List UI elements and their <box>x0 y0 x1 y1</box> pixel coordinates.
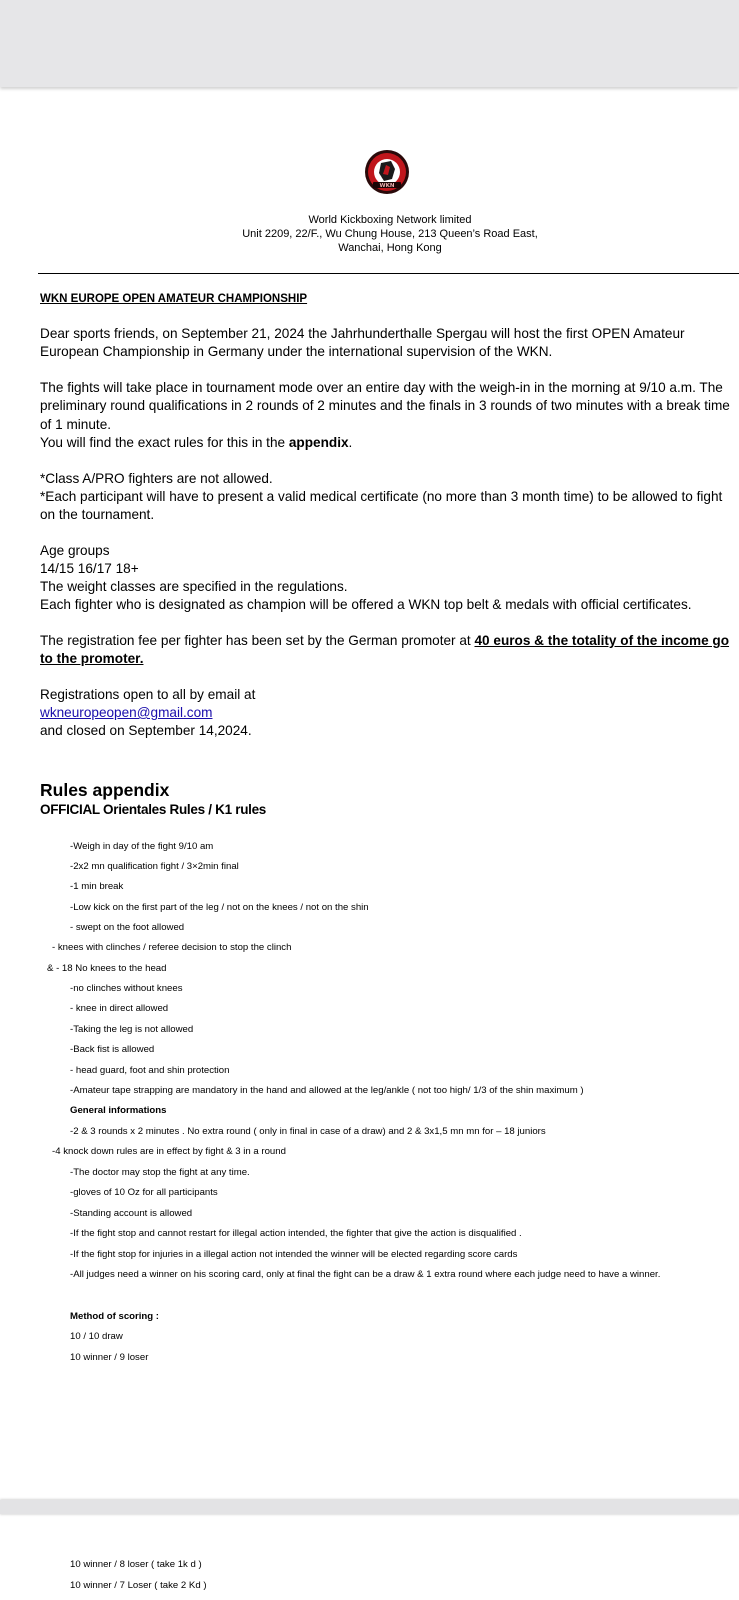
rules-subheading: OFFICIAL Orientales Rules / K1 rules <box>40 802 267 817</box>
fee-paragraph: The registration fee per fighter has been set by the German promoter at 40 euros & the totality of the income go to the promoter. <box>40 633 730 667</box>
rule-item: -Taking the leg is not allowed <box>70 1024 194 1035</box>
top-toolbar-area <box>0 0 739 87</box>
rule-item: -Standing account is allowed <box>70 1208 193 1219</box>
weight-note: The weight classes are specified in the regulations. <box>40 579 348 594</box>
rule-item: -4 knock down rules are in effect by fight & 3 in a round <box>52 1146 286 1157</box>
rule-item: -1 min break <box>70 881 124 892</box>
format-paragraph: The fights will take place in tournament mode over an entire day with the weigh-in in the morning at 9/10 a.m. The preliminary round qualifications in 2 rounds of 2 minutes and the finals in 3 rounds of two minutes with a break time of 1 minute. <box>40 380 730 432</box>
document-title: WKN EUROPE OPEN AMATEUR CHAMPIONSHIP <box>40 293 308 305</box>
general-info-heading: General informations <box>70 1105 167 1116</box>
age-groups-values: 14/15 16/17 18+ <box>40 561 139 576</box>
wkn-logo-icon <box>364 149 410 195</box>
rule-item: -If the fight stop for injuries in a illegal action not intended the winner will be elected regarding score cards <box>70 1249 518 1260</box>
rule-item: -no clinches without knees <box>70 983 183 994</box>
email-link[interactable]: wkneuropeopen@gmail.com <box>40 705 213 720</box>
registration-close: and closed on September 14,2024. <box>40 723 252 738</box>
age-groups-heading: Age groups <box>40 543 110 558</box>
rule-item: -2 & 3 rounds x 2 minutes . No extra round ( only in final in case of a draw) and 2 & 3x1,5 mn mn for – 18 juniors <box>70 1126 546 1137</box>
rule-item: -Back fist is allowed <box>70 1044 155 1055</box>
rule-item: -2x2 mn qualification fight / 3×2min final <box>70 861 239 872</box>
note-item: *Class A/PRO fighters are not allowed. <box>40 471 273 486</box>
rule-item: - head guard, foot and shin protection <box>70 1065 230 1076</box>
rules-heading: Rules appendix <box>40 780 170 800</box>
rule-item: -The doctor may stop the fight at any time. <box>70 1167 250 1178</box>
rule-item: - swept on the foot allowed <box>70 922 185 933</box>
scoring-item: 10 winner / 9 loser <box>70 1352 149 1363</box>
rule-item: -If the fight stop and cannot restart for illegal action intended, the fighter that give the action is disqualified . <box>70 1228 522 1239</box>
scoring-item: 10 winner / 8 loser ( take 1k d ) <box>70 1559 202 1570</box>
registration-email[interactable] <box>40 704 739 722</box>
scoring-heading: Method of scoring : <box>70 1311 159 1322</box>
rule-item: -Amateur tape strapping are mandatory in the hand and allowed at the leg/ankle ( not too high/ 1/3 of the shin maximum ) <box>70 1085 584 1096</box>
rule-item: -Low kick on the first part of the leg / not on the knees / not on the shin <box>70 902 369 913</box>
rule-item: - knee in direct allowed <box>70 1003 169 1014</box>
letterhead <box>180 213 600 255</box>
scoring-item: 10 / 10 draw <box>70 1331 123 1342</box>
address-line: Unit 2209, 22/F., Wu Chung House, 213 Queen’s Road East, <box>242 228 538 240</box>
note-item: *Each participant will have to present a valid medical certificate (no more than 3 month time) to be allowed to fight on the tournament. <box>40 489 723 523</box>
rule-item: - knees with clinches / referee decision to stop the clinch <box>52 942 292 953</box>
org-name: World Kickboxing Network limited <box>308 214 472 226</box>
rule-item: -gloves of 10 Oz for all participants <box>70 1187 218 1198</box>
scoring-item: 10 winner / 7 Loser ( take 2 Kd ) <box>70 1580 207 1591</box>
appendix-line: You will find the exact rules for this in the appendix. <box>40 435 353 450</box>
intro-paragraph: Dear sports friends, on September 21, 2024 the Jahrhunderthalle Spergau will host the first OPEN Amateur European Championship in Germany under the international supervision of the WKN. <box>40 326 685 360</box>
rule-item: & - 18 No knees to the head <box>47 963 167 974</box>
champion-note: Each fighter who is designated as champion will be offered a WKN top belt & medals with official certificates. <box>40 597 692 612</box>
registration-line: Registrations open to all by email at <box>40 687 256 702</box>
rule-item: -All judges need a winner on his scoring card, only at final the fight can be a draw & 1 extra round where each judge need to have a winner. <box>70 1269 661 1280</box>
header-divider <box>38 273 739 274</box>
page-separator <box>0 1500 739 1514</box>
rule-item: -Weigh in day of the fight 9/10 am <box>70 841 214 852</box>
address-line: Wanchai, Hong Kong <box>338 242 442 254</box>
svg-text:WKN: WKN <box>379 183 395 189</box>
